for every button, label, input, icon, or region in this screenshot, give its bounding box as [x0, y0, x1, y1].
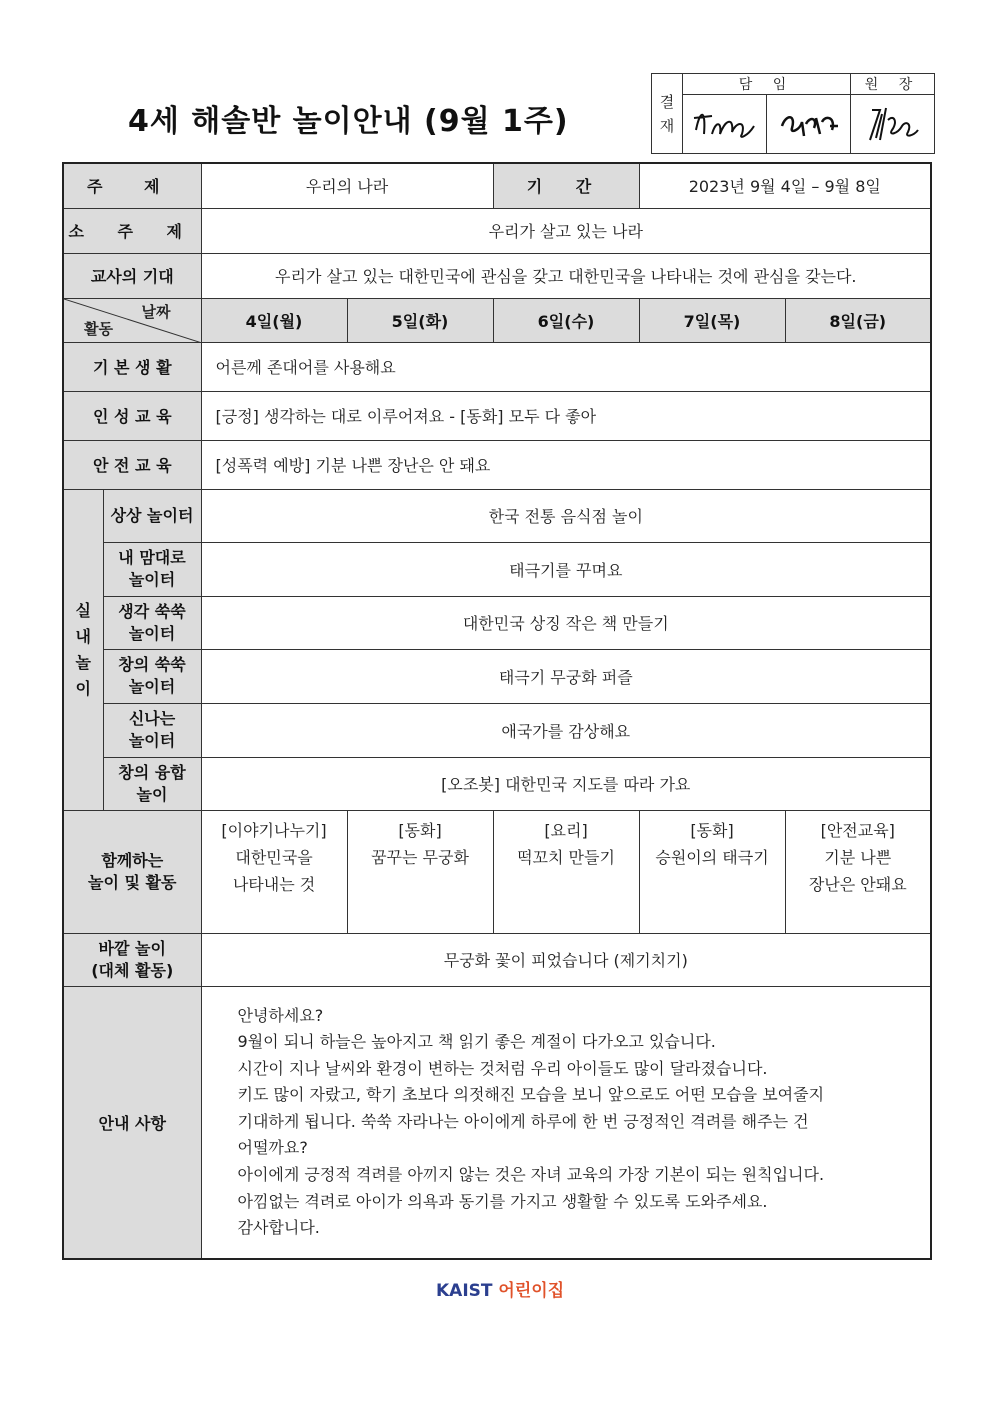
day-header: 8일(금) — [785, 298, 931, 342]
together-cell — [639, 810, 785, 933]
indoor-row-label-line: 놀이터 — [128, 623, 176, 643]
together-cell-line: [안전교육] — [820, 820, 895, 840]
subtheme-value: 우리가 살고 있는 나라 — [201, 208, 931, 253]
teacher-signature-1 — [683, 95, 767, 154]
character-value: [긍정] 생각하는 대로 이루어져요 - [동화] 모두 다 좋아 — [201, 391, 931, 440]
indoor-row-value: 애국가를 감상해요 — [201, 703, 931, 757]
approval-label-top: 결 — [659, 92, 675, 111]
outdoor-label-line: 바깥 놀이 — [98, 938, 166, 958]
day-header: 4일(월) — [201, 298, 347, 342]
indoor-row-label-line: 놀이터 — [128, 570, 176, 589]
together-cell — [493, 810, 639, 933]
theme-value: 우리의 나라 — [201, 163, 493, 208]
together-cell-line: [동화] — [398, 820, 442, 840]
indoor-row-value: 대한민국 상징 작은 책 만들기 — [201, 596, 931, 649]
approval-label — [652, 74, 683, 154]
notice-line: 키도 많이 자랐고, 학기 초보다 의젓해진 모습을 보니 앞으로도 어떤 모습을 보여줄지 — [237, 1085, 825, 1105]
safety-value: [성폭력 예방] 기분 나쁜 장난은 안 돼요 — [201, 440, 931, 489]
together-cell-line: [요리] — [544, 820, 588, 840]
indoor-row-label-line: 놀이터 — [128, 677, 176, 696]
date-header-label: 날짜 — [141, 302, 171, 321]
indoor-row-value: 한국 전통 음식점 놀이 — [201, 489, 931, 542]
teacher-header: 담 임 — [683, 74, 851, 95]
indoor-row-label-line: 창의 융합 — [118, 762, 186, 782]
outdoor-label — [63, 933, 201, 986]
together-cell-line: 꿈꾸는 무궁화 — [371, 847, 469, 867]
together-cell-line: [동화] — [690, 820, 734, 840]
theme-label: 주 제 — [63, 163, 201, 208]
expectation-value: 우리가 살고 있는 대한민국에 관심을 갖고 대한민국을 나타내는 것에 관심을 갖는다. — [201, 253, 931, 298]
together-cell-line: 기분 나쁜 — [824, 847, 892, 867]
period-label: 기 간 — [493, 163, 639, 208]
indoor-label-char: 내 — [75, 626, 91, 646]
teacher-signature-2 — [767, 95, 851, 154]
indoor-row-label — [103, 489, 201, 542]
together-cell-line: [이야기나누기] — [221, 820, 327, 840]
notice-label: 안내 사항 — [63, 986, 201, 1259]
notice-body — [201, 986, 931, 1259]
indoor-row-label-line: 창의 쑥쑥 — [118, 655, 186, 674]
logo-part-2: 어린이집 — [498, 1281, 565, 1301]
day-header: 7일(목) — [639, 298, 785, 342]
page-title: 4세 해솔반 놀이안내 (9월 1주) — [128, 104, 569, 139]
indoor-label-char: 놀 — [75, 652, 91, 672]
indoor-row-label — [103, 757, 201, 810]
together-label-line: 놀이 및 활동 — [88, 872, 177, 892]
notice-line: 기대하게 됩니다. 쑥쑥 자라나는 아이에게 하루에 한 번 긍정적인 격려를 해주는 건 — [237, 1111, 809, 1131]
activity-table — [62, 162, 932, 1260]
notice-line: 어떨까요? — [237, 1138, 308, 1158]
notice-line: 9월이 되니 하늘은 높아지고 책 읽기 좋은 계절이 다가오고 있습니다. — [237, 1032, 716, 1052]
together-cell-line: 떡꼬치 만들기 — [517, 847, 615, 867]
indoor-row-value: 태극기를 꾸며요 — [201, 542, 931, 596]
logo-part-1: KAIST — [436, 1281, 493, 1301]
activity-header-label: 활동 — [84, 319, 113, 338]
indoor-label-char: 이 — [75, 678, 91, 698]
period-value: 2023년 9월 4일 – 9월 8일 — [639, 163, 931, 208]
indoor-row-label-line: 놀이터 — [128, 731, 176, 750]
notice-line: 아낌없는 격려로 아이가 의욕과 동기를 가지고 생활할 수 있도록 도와주세요. — [237, 1191, 768, 1211]
indoor-row-label — [103, 542, 201, 596]
together-cell-line: 장난은 안돼요 — [808, 874, 907, 894]
approval-box — [651, 73, 935, 154]
approval-label-bottom: 재 — [659, 116, 675, 135]
together-cell-line: 승원이의 태극기 — [655, 847, 769, 867]
together-label-line: 함께하는 — [101, 850, 164, 870]
together-cell-line: 나타내는 것 — [232, 874, 316, 894]
together-cell — [201, 810, 347, 933]
indoor-row-label-line: 놀이 — [136, 784, 168, 804]
expectation-label: 교사의 기대 — [63, 253, 201, 298]
indoor-label-char: 실 — [75, 600, 91, 620]
basic-life-label: 기 본 생 활 — [63, 342, 201, 391]
day-header: 5일(화) — [347, 298, 493, 342]
director-header: 원 장 — [851, 74, 935, 95]
indoor-row-value: 태극기 무궁화 퍼즐 — [201, 649, 931, 703]
character-label: 인 성 교 육 — [63, 391, 201, 440]
safety-label: 안 전 교 육 — [63, 440, 201, 489]
together-cell — [347, 810, 493, 933]
indoor-row-label — [103, 649, 201, 703]
indoor-label — [63, 489, 103, 810]
director-signature — [851, 95, 935, 154]
outdoor-label-line: (대체 활동) — [91, 960, 174, 980]
together-cell — [785, 810, 931, 933]
notice-line: 아이에게 긍정적 격려를 아끼지 않는 것은 자녀 교육의 가장 기본이 되는 원칙입니다. — [237, 1165, 825, 1185]
together-cell-line: 대한민국을 — [235, 847, 313, 867]
notice-line: 시간이 지나 날씨와 환경이 변하는 것처럼 우리 아이들도 많이 달라졌습니다. — [237, 1058, 768, 1078]
indoor-row-label-line: 내 맘대로 — [118, 548, 186, 567]
indoor-row-value: [오조봇] 대한민국 지도를 따라 가요 — [201, 757, 931, 810]
day-header: 6일(수) — [493, 298, 639, 342]
indoor-row-label — [103, 596, 201, 649]
indoor-row-label-line: 생각 쑥쑥 — [118, 601, 186, 621]
notice-line: 감사합니다. — [237, 1218, 320, 1238]
basic-life-value: 어른께 존대어를 사용해요 — [201, 342, 931, 391]
subtheme-label: 소 주 제 — [63, 208, 201, 253]
together-label — [63, 810, 201, 933]
date-activity-header — [63, 298, 201, 342]
indoor-row-label — [103, 703, 201, 757]
indoor-row-label-line: 신나는 — [128, 709, 176, 728]
notice-line: 안녕하세요? — [237, 1005, 324, 1025]
indoor-row-label-line: 상상 놀이터 — [110, 505, 194, 525]
kaist-logo — [436, 1276, 564, 1301]
outdoor-value: 무궁화 꽃이 피었습니다 (제기치기) — [201, 933, 931, 986]
